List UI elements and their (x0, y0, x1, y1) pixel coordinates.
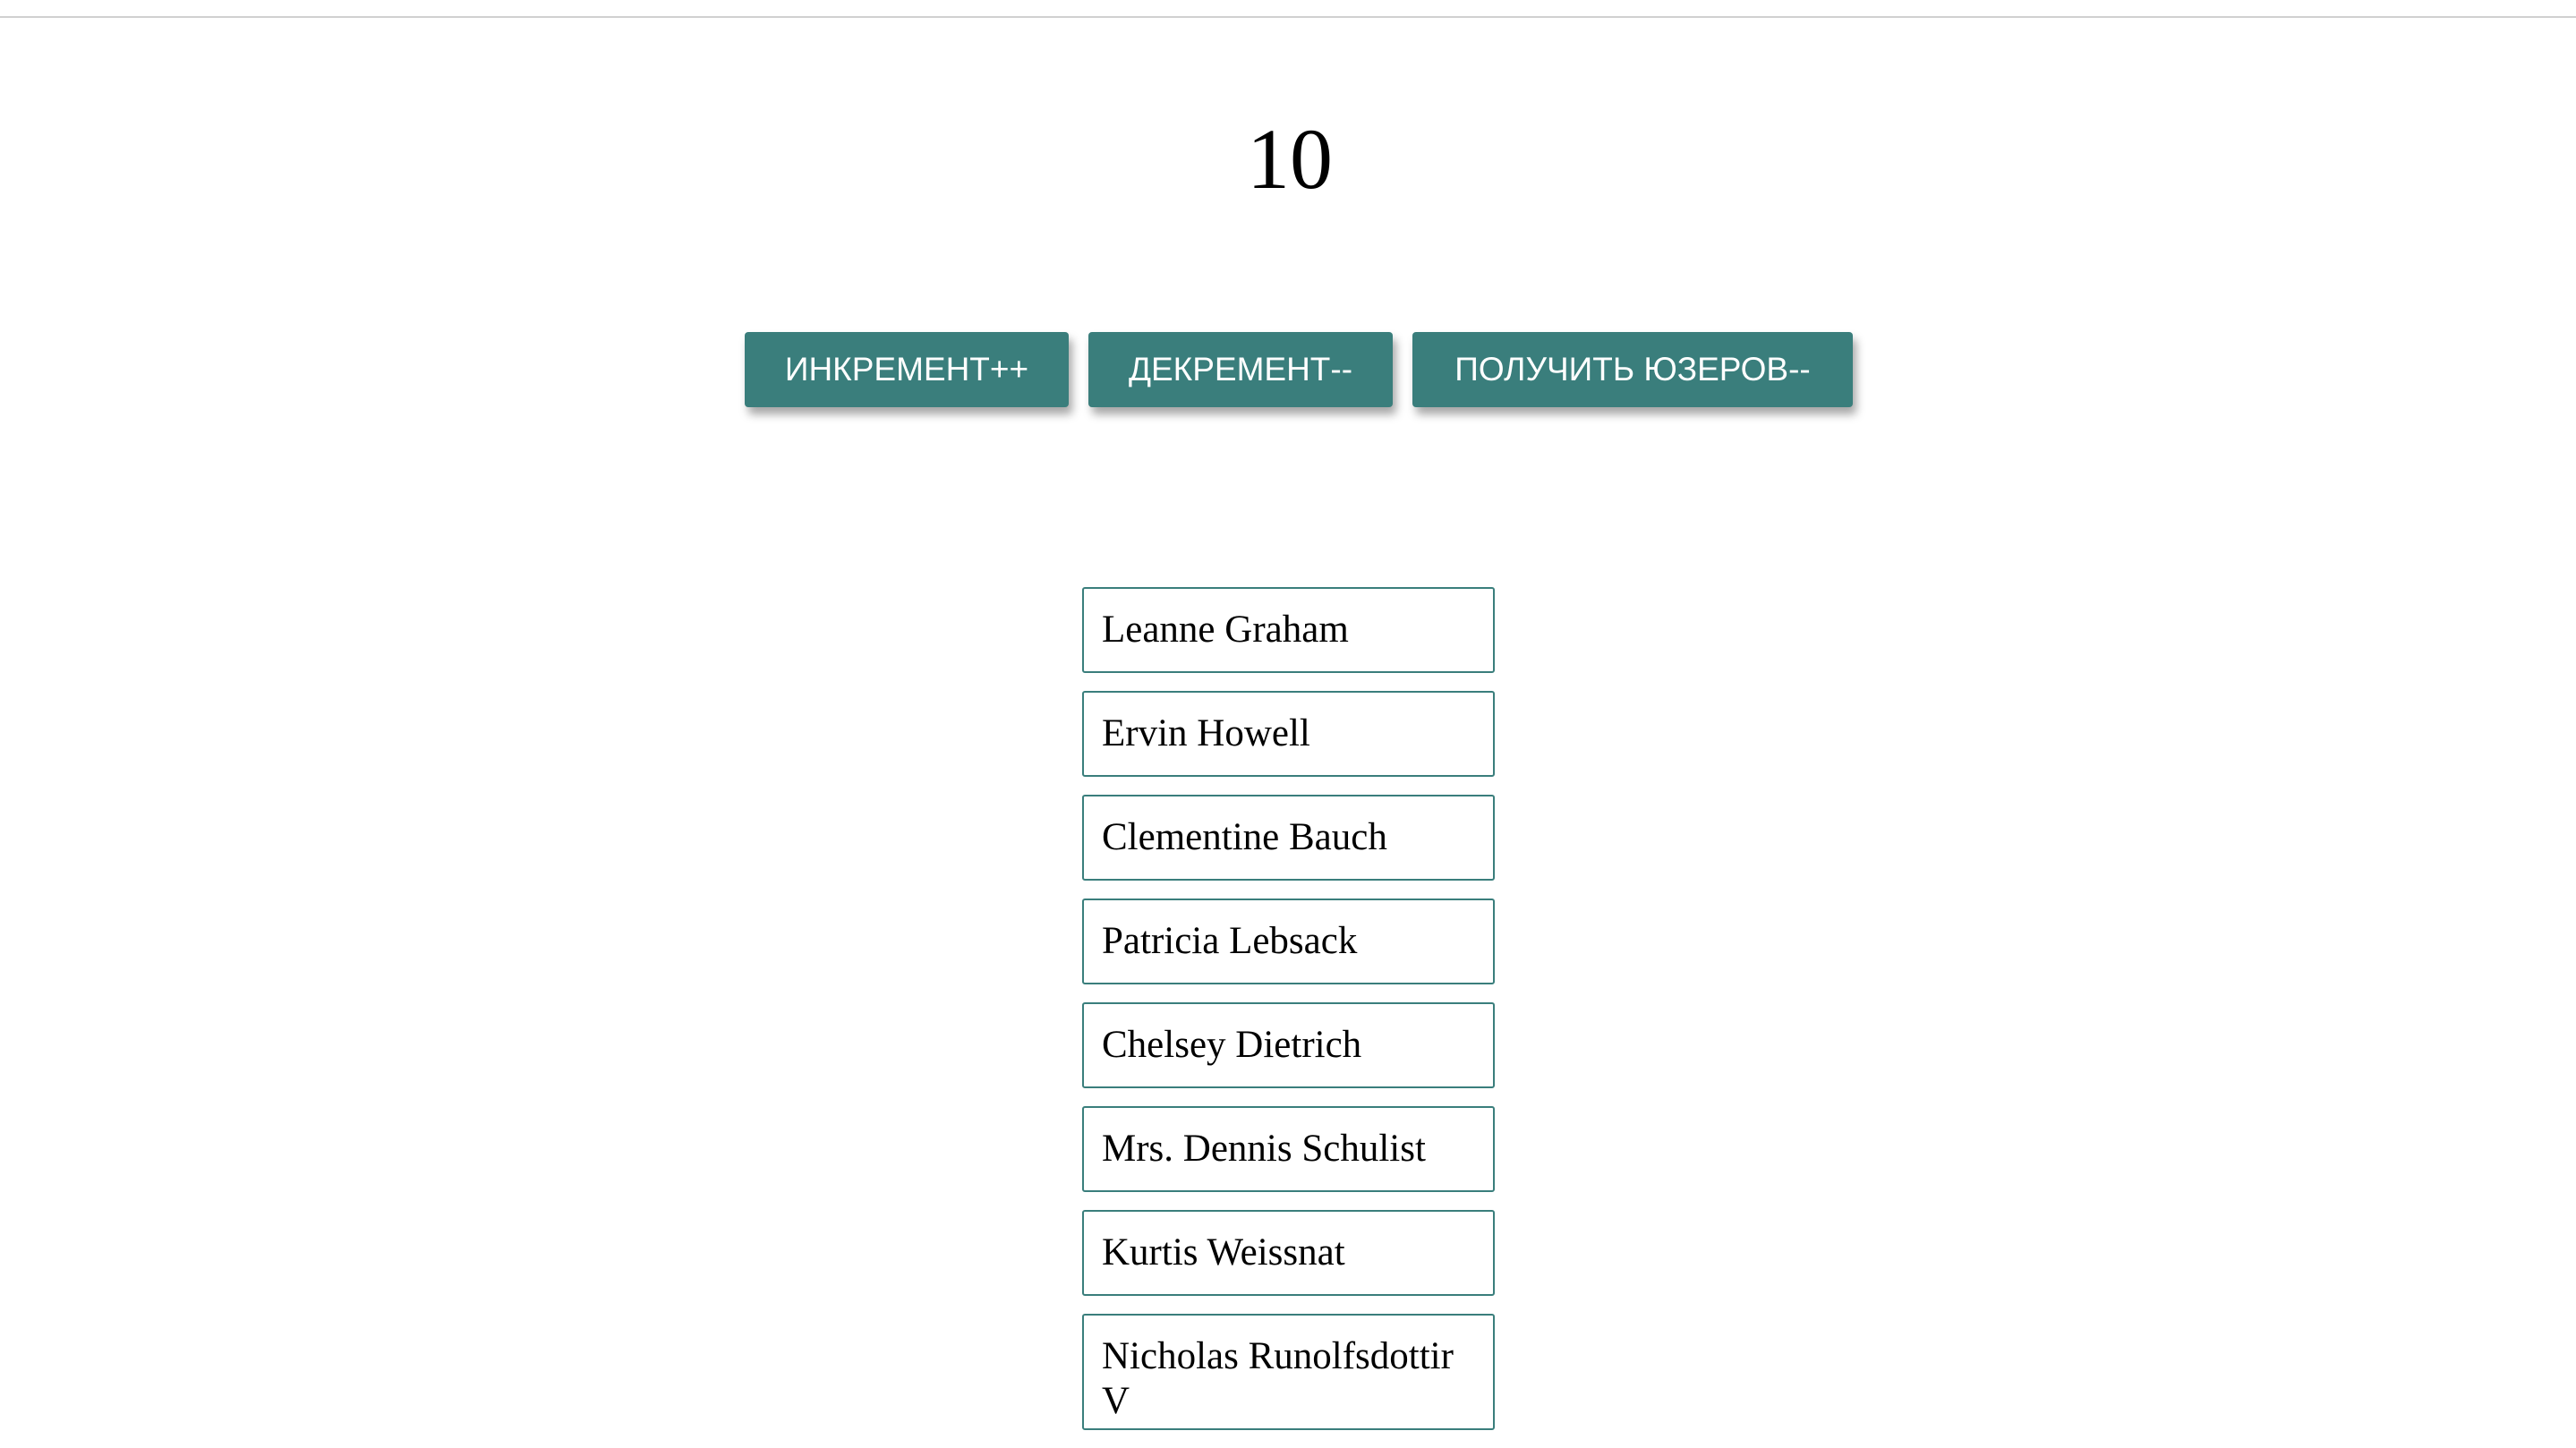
user-list-item: Kurtis Weissnat (1082, 1210, 1495, 1296)
user-list-item: Ervin Howell (1082, 691, 1495, 777)
user-list-item: Mrs. Dennis Schulist (1082, 1106, 1495, 1192)
get-users-button[interactable]: ПОЛУЧИТЬ ЮЗЕРОВ-- (1412, 332, 1853, 407)
decrement-button[interactable]: ДЕКРЕМЕНТ-- (1088, 332, 1393, 407)
increment-button[interactable]: ИНКРЕМЕНТ++ (745, 332, 1069, 407)
button-row (745, 332, 1853, 407)
user-list-item: Leanne Graham (1082, 587, 1495, 673)
user-list-item: Clementine Bauch (1082, 795, 1495, 881)
user-list (1082, 587, 1495, 1448)
user-list-item: Chelsey Dietrich (1082, 1002, 1495, 1088)
counter-value: 10 (1247, 111, 1333, 207)
user-list-item: Patricia Lebsack (1082, 899, 1495, 984)
browser-top-bar (0, 0, 2576, 18)
user-list-item: Nicholas Runolfsdottir V (1082, 1314, 1495, 1430)
